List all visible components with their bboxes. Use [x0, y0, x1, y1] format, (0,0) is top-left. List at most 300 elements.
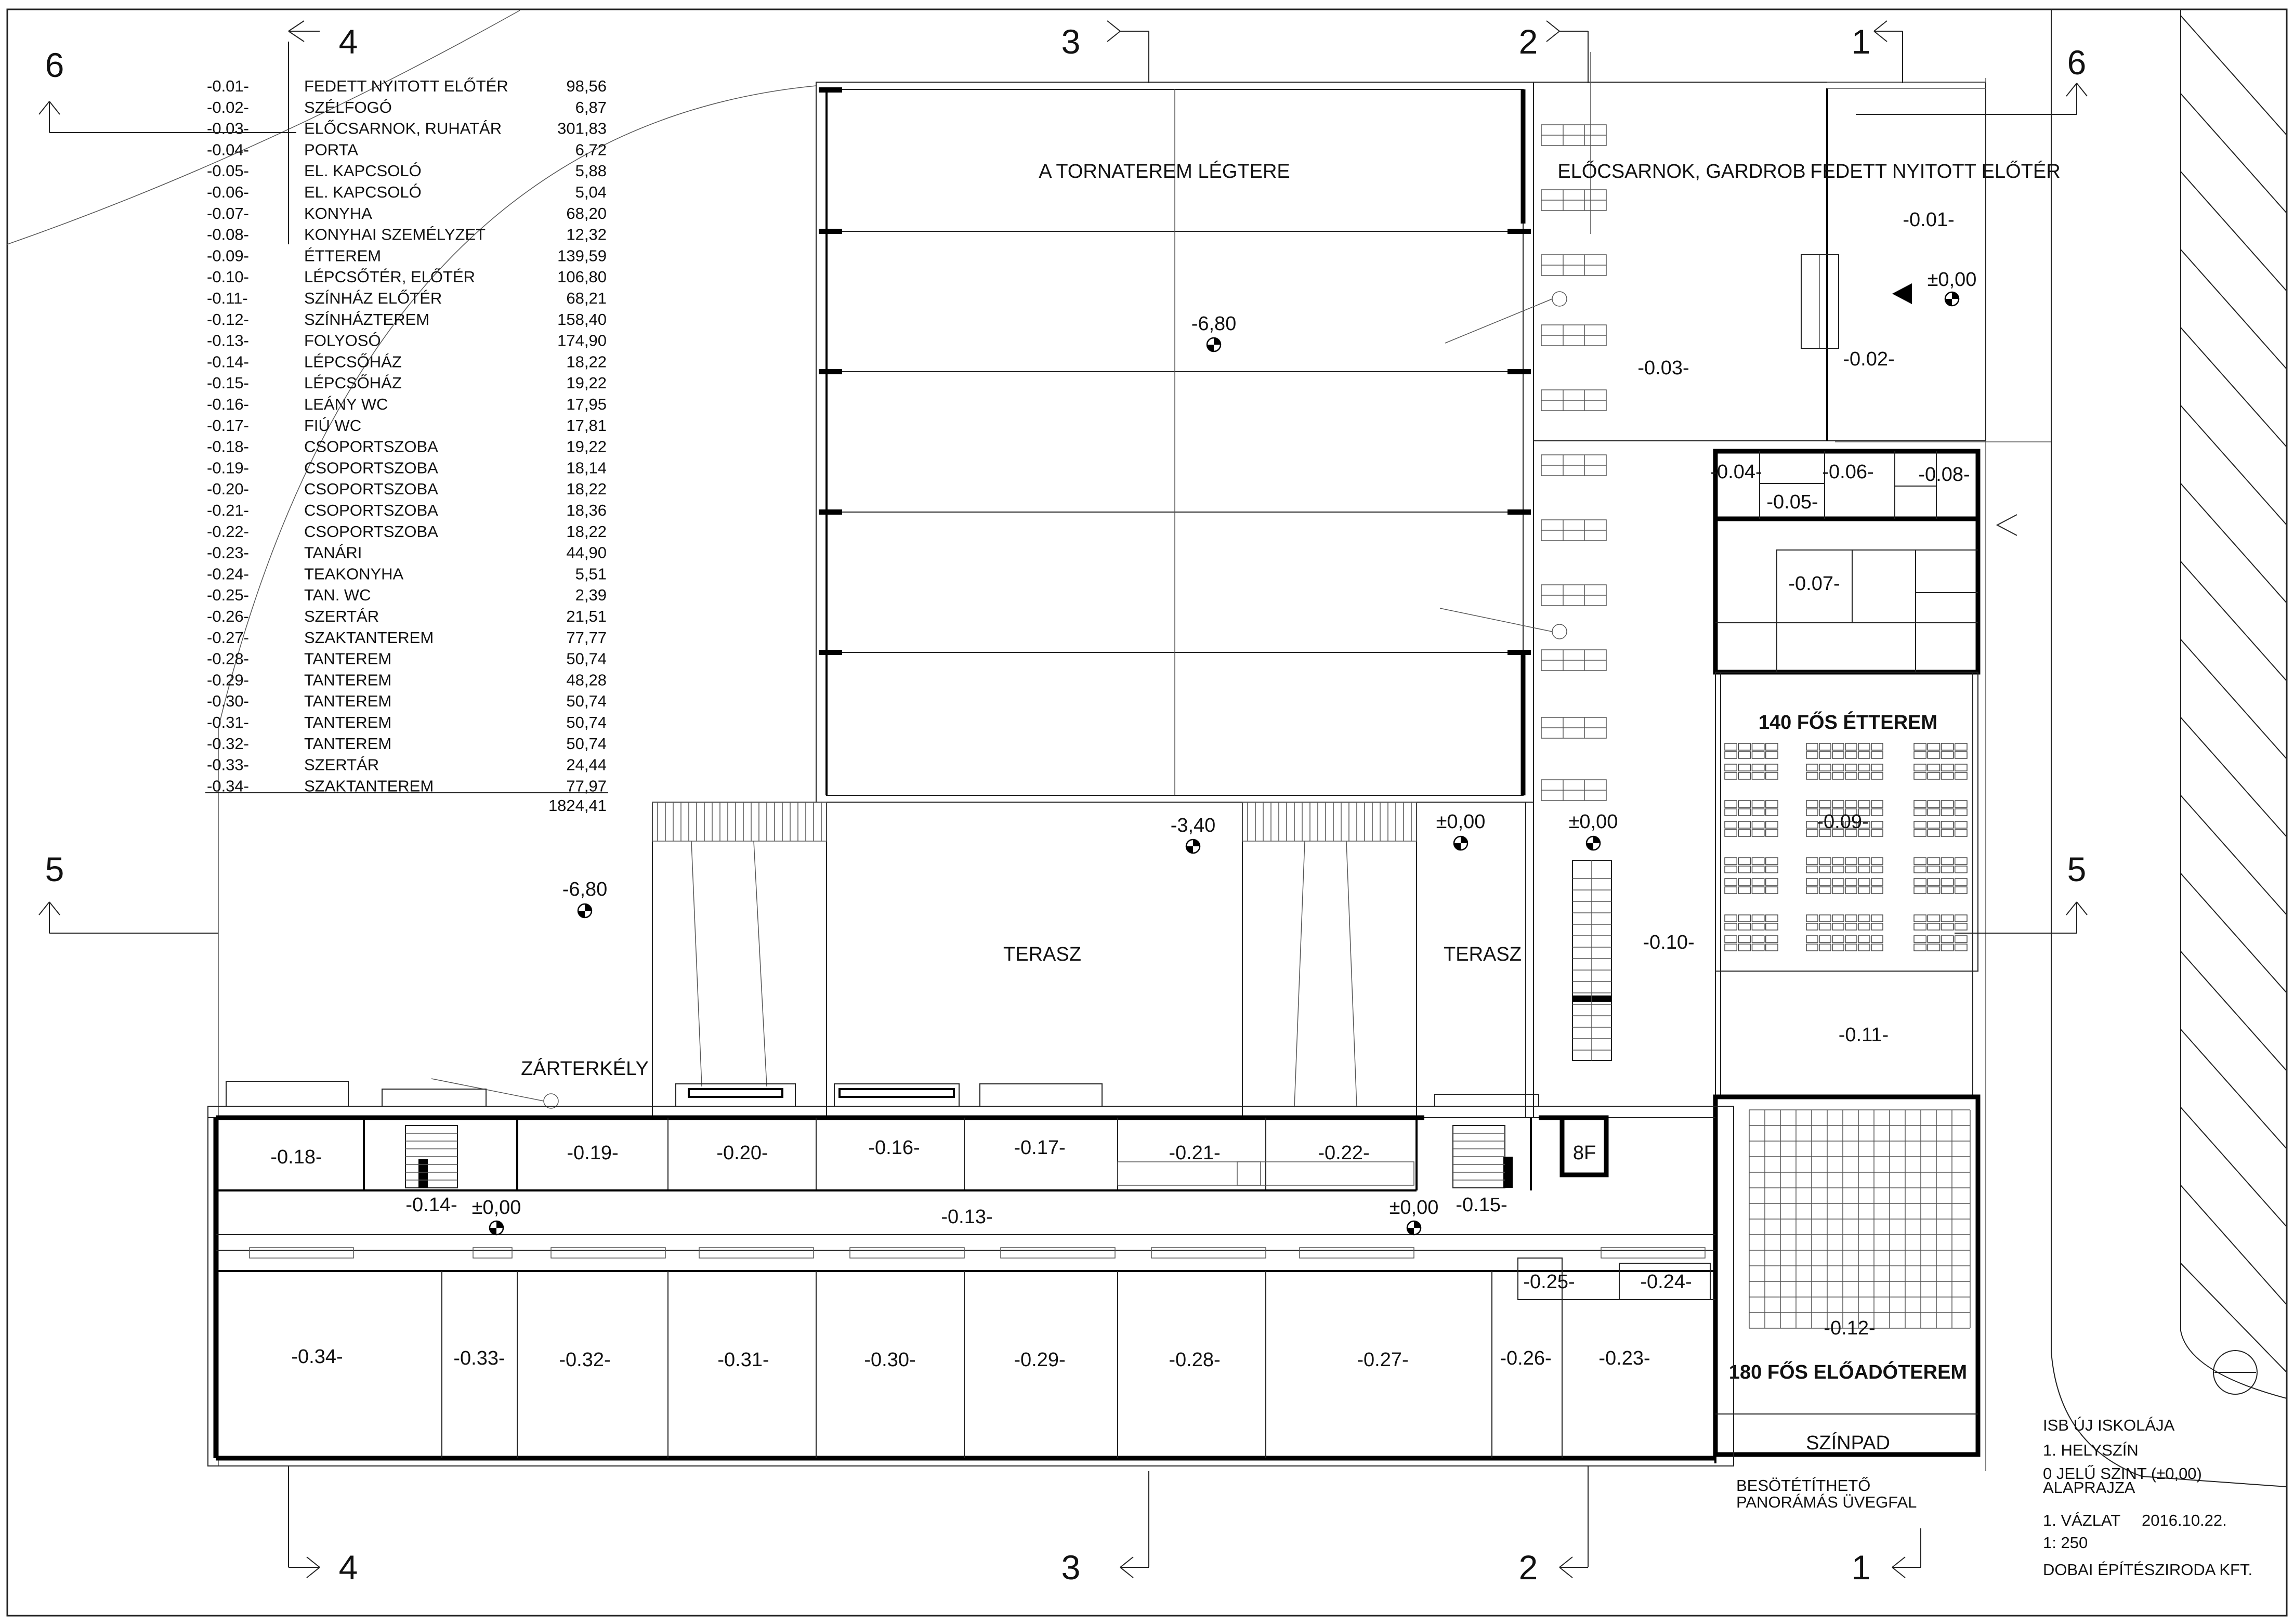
section-3-top: [1061, 21, 1149, 83]
room-19-label: -0.19-: [567, 1142, 619, 1164]
restaurant-seat: [1752, 772, 1764, 779]
schedule-row: [207, 692, 607, 710]
closed-balcony-label: ZÁRTERKÉLY: [521, 1058, 649, 1080]
restaurant-seat: [1752, 809, 1764, 816]
schedule-area: 5,51: [575, 565, 607, 583]
section-2-top: [1519, 21, 1588, 83]
restaurant-seat: [1914, 923, 1926, 930]
schedule-row: [207, 501, 607, 519]
restaurant-seat: [1858, 743, 1870, 750]
room-18-label: -0.18-: [270, 1146, 322, 1168]
restaurant-seat: [1955, 809, 1967, 816]
schedule-area: 5,04: [575, 183, 607, 201]
restaurant-seat: [1845, 858, 1857, 865]
restaurant-seat: [1871, 809, 1883, 816]
schedule-row: [207, 246, 607, 265]
restaurant-seat: [1819, 801, 1831, 807]
restaurant-seat: [1955, 821, 1967, 828]
restaurant-seat: [1752, 915, 1764, 922]
restaurant-seat: [1738, 752, 1750, 758]
restaurant-seat: [1845, 936, 1857, 942]
restaurant-seat: [1725, 936, 1737, 942]
restaurant-seat: [1858, 752, 1870, 758]
room-8f-label: 8F: [1572, 1142, 1596, 1164]
restaurant-seat: [1928, 809, 1939, 816]
restaurant-seat: [1766, 887, 1778, 894]
gym-void-label: A TORNATEREM LÉGTERE: [1039, 161, 1290, 182]
svg-text:2: 2: [1518, 22, 1538, 61]
restaurant-seat: [1845, 801, 1857, 807]
restaurant-seat: [1928, 821, 1939, 828]
restaurant-seat: [1942, 858, 1954, 865]
svg-text:-6,80: -6,80: [562, 879, 608, 900]
auditorium-seats: [1749, 1110, 1970, 1328]
room-23-label: -0.23-: [1598, 1347, 1650, 1369]
schedule-name: TANTEREM: [304, 713, 392, 731]
restaurant-seat: [1928, 858, 1939, 865]
restaurant-seat: [1942, 821, 1954, 828]
auditorium: [1715, 1097, 1978, 1511]
restaurant-seat: [1806, 809, 1818, 816]
restaurant-seat: [1725, 764, 1737, 771]
room-31-label: -0.31-: [717, 1349, 769, 1371]
restaurant-seat: [1725, 743, 1737, 750]
schedule-code: -0.28-: [207, 649, 249, 668]
restaurant-seat: [1806, 936, 1818, 942]
room-16-label: -0.16-: [868, 1137, 920, 1159]
schedule-row: [207, 713, 607, 731]
schedule-row: [207, 310, 607, 329]
south-rooms: [216, 1258, 1715, 1458]
restaurant-seat: [1845, 752, 1857, 758]
schedule-row: [207, 628, 607, 647]
restaurant-seat: [1819, 944, 1831, 951]
restaurant-seat: [1914, 944, 1926, 951]
section-6-left: [39, 46, 296, 133]
restaurant-seat: [1819, 887, 1831, 894]
room-schedule: [207, 77, 607, 795]
restaurant-seat: [1752, 879, 1764, 885]
balcony-boxes: [226, 1081, 1539, 1106]
schedule-row: [207, 650, 607, 668]
restaurant-seat: [1806, 830, 1818, 836]
terraces: [431, 802, 1522, 1118]
restaurant-seat: [1832, 923, 1844, 930]
restaurant-seat: [1858, 936, 1870, 942]
restaurant-seat: [1738, 944, 1750, 951]
draft-number: 1. VÁZLAT: [2043, 1511, 2121, 1529]
restaurant-seat: [1928, 936, 1939, 942]
restaurant-seat: [1928, 830, 1939, 836]
schedule-area: 158,40: [557, 310, 607, 329]
restaurant-seat: [1806, 752, 1818, 758]
restaurant-seat: [1806, 801, 1818, 807]
svg-text:4: 4: [338, 22, 358, 61]
restaurant-seat: [1766, 915, 1778, 922]
room-21-label: -0.21-: [1169, 1142, 1221, 1164]
restaurant-seat: [1955, 915, 1967, 922]
schedule-row: [207, 204, 607, 222]
room-06-label: -0.06-: [1822, 461, 1874, 483]
restaurant-seat: [1871, 801, 1883, 807]
restaurant-seat: [1955, 801, 1967, 807]
glass-wall-label-2: PANORÁMÁS ÜVEGFAL: [1736, 1493, 1917, 1511]
restaurant-tables: [1725, 743, 1967, 951]
restaurant-seat: [1752, 743, 1764, 750]
drawing-scale: 1: 250: [2043, 1534, 2088, 1552]
schedule-code: -0.09-: [207, 246, 249, 265]
restaurant-seat: [1942, 743, 1954, 750]
schedule-area: 174,90: [557, 331, 607, 350]
schedule-area: 48,28: [566, 671, 607, 689]
schedule-name: SZÉLFOGÓ: [304, 98, 392, 116]
schedule-name: PORTA: [304, 140, 358, 159]
level-marker-corridor-east: [1389, 1197, 1439, 1235]
restaurant-seat: [1858, 772, 1870, 779]
room-27-label: -0.27-: [1357, 1349, 1409, 1371]
level-marker-corridor-west: [472, 1197, 521, 1235]
section-6-right: [1856, 43, 2087, 114]
restaurant-seat: [1725, 944, 1737, 951]
restaurant-seat: [1738, 887, 1750, 894]
restaurant-seat: [1738, 936, 1750, 942]
room-07-label: -0.07-: [1788, 573, 1840, 595]
site-name: 1. HELYSZÍN: [2043, 1441, 2139, 1459]
restaurant-seat: [1914, 809, 1926, 816]
restaurant-seat: [1806, 915, 1818, 922]
restaurant-seat: [1819, 923, 1831, 930]
restaurant-seat: [1845, 764, 1857, 771]
svg-text:-3,40: -3,40: [1170, 815, 1216, 836]
restaurant-seat: [1845, 772, 1857, 779]
level-line-2: ALAPRAJZA: [2043, 1478, 2135, 1497]
schedule-area: 139,59: [557, 246, 607, 265]
schedule-code: -0.25-: [207, 586, 249, 605]
restaurant-seat: [1819, 752, 1831, 758]
restaurant-seat: [1725, 801, 1737, 807]
schedule-name: EL. KAPCSOLÓ: [304, 183, 422, 201]
schedule-name: CSOPORTSZOBA: [304, 522, 438, 541]
room-32-label: -0.32-: [559, 1349, 611, 1371]
schedule-row: [207, 607, 607, 625]
schedule-name: TANTEREM: [304, 649, 392, 668]
schedule-area: 17,95: [566, 395, 607, 413]
restaurant-seat: [1914, 801, 1926, 807]
schedule-row: [207, 438, 607, 456]
restaurant-seat: [1942, 923, 1954, 930]
restaurant-seat: [1766, 764, 1778, 771]
restaurant-seat: [1942, 801, 1954, 807]
restaurant-seat: [1738, 764, 1750, 771]
svg-text:5: 5: [2067, 850, 2087, 888]
restaurant-seat: [1914, 936, 1926, 942]
draft-date: 2016.10.22.: [2142, 1511, 2227, 1529]
schedule-name: EL. KAPCSOLÓ: [304, 162, 422, 180]
entrance-arrow: [1892, 283, 1912, 304]
schedule-row: [207, 77, 607, 95]
section-5-right: [1955, 850, 2087, 933]
room-34-label: -0.34-: [291, 1346, 343, 1368]
room-12-label: -0.12-: [1824, 1317, 1876, 1339]
restaurant-seat: [1942, 772, 1954, 779]
restaurant-seat: [1871, 821, 1883, 828]
restaurant-seat: [1752, 936, 1764, 942]
restaurant-seat: [1752, 866, 1764, 873]
section-1-top: [1852, 21, 1903, 83]
restaurant-seat: [1819, 772, 1831, 779]
restaurant-seat: [1942, 809, 1954, 816]
schedule-name: CSOPORTSZOBA: [304, 437, 438, 456]
terrace-label-1: TERASZ: [1003, 944, 1081, 965]
restaurant-seat: [1766, 923, 1778, 930]
schedule-code: -0.17-: [207, 416, 249, 435]
restaurant-seat: [1752, 923, 1764, 930]
schedule-row: [207, 352, 607, 371]
schedule-name: LÉPCSŐHÁZ: [304, 352, 402, 371]
coat-racks: [1541, 125, 1606, 801]
schedule-name: SZÍNHÁZTEREM: [304, 310, 430, 329]
title-block: [2043, 1416, 2252, 1579]
restaurant-seat: [1942, 752, 1954, 758]
schedule-code: -0.02-: [207, 98, 249, 116]
restaurant-seat: [1725, 809, 1737, 816]
schedule-name: ÉTTEREM: [304, 246, 382, 265]
glass-wall-label-1: BESÖTÉTÍTHETŐ: [1736, 1476, 1871, 1495]
schedule-name: ELŐCSARNOK, RUHATÁR: [304, 119, 502, 138]
restaurant-seat: [1766, 866, 1778, 873]
svg-text:3: 3: [1061, 1548, 1081, 1587]
restaurant-seat: [1766, 858, 1778, 865]
restaurant-seat: [1832, 764, 1844, 771]
restaurant-seat: [1806, 944, 1818, 951]
restaurant-seat: [1955, 879, 1967, 885]
gym-void: [816, 82, 1533, 802]
restaurant-seat: [1766, 752, 1778, 758]
schedule-area: 50,74: [566, 734, 607, 753]
restaurant-seat: [1871, 944, 1883, 951]
schedule-name: KONYHAI SZEMÉLYZET: [304, 225, 486, 244]
room-08-label: -0.08-: [1918, 464, 1970, 486]
level-marker-entrance: [1928, 269, 1977, 306]
schedule-area: 19,22: [566, 374, 607, 392]
schedule-row: [207, 162, 607, 180]
section-5-left: [39, 850, 218, 933]
section-1-bottom: [1852, 1528, 1921, 1587]
schedule-name: FIÚ WC: [304, 416, 362, 435]
svg-text:±0,00: ±0,00: [471, 1197, 521, 1219]
schedule-name: LÉPCSŐTÉR, ELŐTÉR: [304, 268, 476, 286]
restaurant-seat: [1871, 858, 1883, 865]
restaurant-seat: [1928, 923, 1939, 930]
restaurant-seat: [1942, 887, 1954, 894]
restaurant-seat: [1766, 809, 1778, 816]
restaurant-seat: [1845, 887, 1857, 894]
room-24-label: -0.24-: [1640, 1271, 1692, 1293]
schedule-name: SZÍNHÁZ ELŐTÉR: [304, 289, 442, 307]
room-15-label: -0.15-: [1456, 1194, 1508, 1216]
restaurant-seat: [1942, 866, 1954, 873]
restaurant-seat: [1725, 915, 1737, 922]
schedule-row: [207, 332, 607, 350]
schedule-code: -0.33-: [207, 755, 249, 774]
schedule-code: -0.13-: [207, 331, 249, 350]
schedule-code: -0.14-: [207, 352, 249, 371]
restaurant-seat: [1832, 752, 1844, 758]
schedule-area: 50,74: [566, 649, 607, 668]
restaurant-seat: [1806, 764, 1818, 771]
restaurant-seat: [1766, 936, 1778, 942]
svg-text:-6,80: -6,80: [1191, 313, 1237, 335]
restaurant-seat: [1914, 752, 1926, 758]
restaurant-seat: [1832, 887, 1844, 894]
schedule-area: 12,32: [566, 225, 607, 244]
restaurant-seat: [1738, 772, 1750, 779]
south-wing: [208, 1081, 1734, 1466]
restaurant-seat: [1725, 772, 1737, 779]
restaurant-seat: [1928, 743, 1939, 750]
restaurant-seat: [1928, 944, 1939, 951]
schedule-code: -0.03-: [207, 119, 249, 138]
schedule-name: TANTEREM: [304, 692, 392, 711]
schedule-area: 50,74: [566, 713, 607, 731]
restaurant-seat: [1725, 879, 1737, 885]
schedule-row: [207, 183, 607, 201]
road-hatch: [2181, 16, 2287, 1372]
restaurant-seat: [1955, 772, 1967, 779]
schedule-area: 77,97: [566, 777, 607, 795]
restaurant-seat: [1738, 879, 1750, 885]
restaurant-seat: [1928, 879, 1939, 885]
restaurant-seat: [1806, 743, 1818, 750]
restaurant-seat: [1819, 936, 1831, 942]
restaurant-seat: [1766, 879, 1778, 885]
schedule-code: -0.05-: [207, 162, 249, 180]
restaurant-seat: [1766, 743, 1778, 750]
restaurant-seat: [1871, 879, 1883, 885]
schedule-name: KONYHA: [304, 204, 372, 222]
schedule-row: [207, 671, 607, 689]
schedule-name: CSOPORTSZOBA: [304, 501, 438, 519]
svg-text:5: 5: [45, 850, 64, 888]
restaurant-seat: [1766, 830, 1778, 836]
level-line-1: 0 JELŰ SZINT (±0,00): [2043, 1464, 2202, 1483]
schedule-name: FOLYOSÓ: [304, 331, 381, 350]
restaurant-seat: [1858, 887, 1870, 894]
covered-porch-label: FEDETT NYITOTT ELŐTÉR: [1810, 161, 2061, 182]
restaurant-seat: [1914, 821, 1926, 828]
restaurant-seat: [1738, 830, 1750, 836]
restaurant-seat: [1766, 801, 1778, 807]
restaurant-seat: [1819, 743, 1831, 750]
room-02-label: -0.02-: [1843, 348, 1895, 370]
schedule-area: 98,56: [566, 77, 607, 95]
schedule-area: 19,22: [566, 437, 607, 456]
restaurant-seat: [1858, 923, 1870, 930]
svg-text:±0,00: ±0,00: [1568, 811, 1618, 833]
schedule-total: 1824,41: [548, 796, 607, 815]
restaurant-seat: [1858, 879, 1870, 885]
room-09-label: -0.09-: [1817, 811, 1869, 833]
restaurant-seat: [1928, 772, 1939, 779]
svg-text:2: 2: [1518, 1548, 1538, 1587]
schedule-area: 2,39: [575, 586, 607, 605]
restaurant-seat: [1738, 923, 1750, 930]
schedule-name: SZERTÁR: [304, 755, 379, 774]
schedule-name: SZAKTANTEREM: [304, 628, 434, 647]
svg-text:±0,00: ±0,00: [1389, 1197, 1439, 1219]
room-28-label: -0.28-: [1169, 1349, 1221, 1371]
restaurant-seat: [1858, 944, 1870, 951]
restaurant-seat: [1928, 764, 1939, 771]
restaurant-seat: [1832, 915, 1844, 922]
restaurant-seat: [1928, 915, 1939, 922]
restaurant-seat: [1858, 801, 1870, 807]
restaurant-seat: [1725, 821, 1737, 828]
schedule-area: 18,14: [566, 459, 607, 477]
svg-text:3: 3: [1061, 22, 1081, 61]
restaurant-seat: [1955, 923, 1967, 930]
schedule-name: TANÁRI: [304, 543, 362, 562]
restaurant-seat: [1738, 821, 1750, 828]
restaurant-seat: [1752, 830, 1764, 836]
restaurant-seat: [1752, 944, 1764, 951]
restaurant-seat: [1806, 879, 1818, 885]
schedule-code: -0.30-: [207, 692, 249, 711]
schedule-code: -0.15-: [207, 374, 249, 392]
schedule-name: CSOPORTSZOBA: [304, 480, 438, 499]
restaurant-seat: [1858, 764, 1870, 771]
restaurant-seat: [1955, 936, 1967, 942]
schedule-area: 21,51: [566, 607, 607, 625]
restaurant-seat: [1725, 858, 1737, 865]
svg-text:1: 1: [1851, 1548, 1871, 1587]
schedule-code: -0.01-: [207, 77, 249, 95]
schedule-row: [207, 268, 607, 286]
room-22-label: -0.22-: [1318, 1142, 1370, 1164]
schedule-code: -0.19-: [207, 459, 249, 477]
schedule-name: SZAKTANTEREM: [304, 777, 434, 795]
restaurant-seat: [1738, 866, 1750, 873]
schedule-code: -0.06-: [207, 183, 249, 201]
svg-text:6: 6: [2067, 43, 2087, 82]
svg-text:6: 6: [45, 46, 64, 84]
schedule-code: -0.18-: [207, 437, 249, 456]
schedule-code: -0.23-: [207, 543, 249, 562]
room-17-label: -0.17-: [1014, 1137, 1066, 1159]
restaurant-seat: [1942, 944, 1954, 951]
restaurant-seat: [1738, 915, 1750, 922]
restaurant-seat: [1832, 936, 1844, 942]
restaurant-seat: [1955, 752, 1967, 758]
restaurant-seat: [1832, 772, 1844, 779]
restaurant-seat: [1819, 858, 1831, 865]
restaurant-seat: [1845, 923, 1857, 930]
restaurant-seat: [1845, 944, 1857, 951]
restaurant-seat: [1955, 743, 1967, 750]
restaurant-seat: [1752, 821, 1764, 828]
restaurant-seat: [1832, 801, 1844, 807]
schedule-code: -0.07-: [207, 204, 249, 222]
restaurant-seat: [1832, 858, 1844, 865]
schedule-area: 5,88: [575, 162, 607, 180]
restaurant-seat: [1845, 915, 1857, 922]
kitchen-block: [1710, 451, 2017, 672]
level-marker-terrace-low: [1171, 815, 1216, 853]
room-10-label: -0.10-: [1643, 932, 1695, 953]
schedule-code: -0.20-: [207, 480, 249, 499]
schedule-row: [207, 586, 607, 604]
restaurant-seat: [1955, 764, 1967, 771]
